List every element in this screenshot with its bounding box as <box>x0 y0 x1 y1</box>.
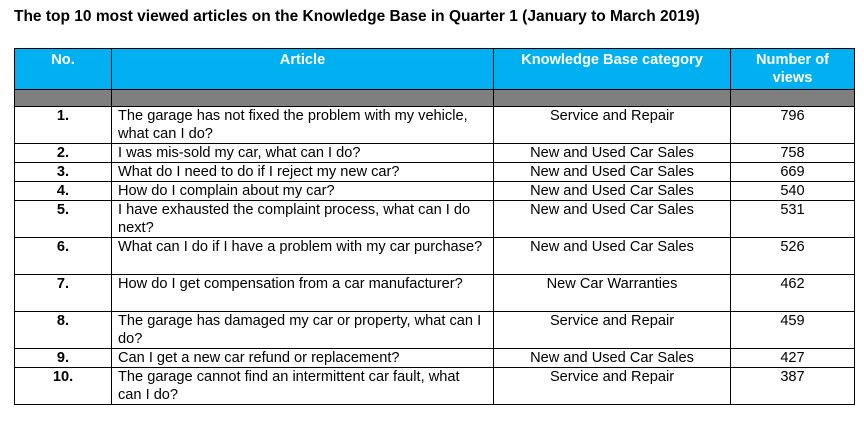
table-row <box>15 182 855 201</box>
row-views: 427 <box>731 349 855 368</box>
table-row <box>15 368 855 405</box>
header-article: Article <box>112 49 494 90</box>
header-category: Knowledge Base category <box>494 49 731 90</box>
row-views: 540 <box>731 182 855 201</box>
table-row <box>15 163 855 182</box>
row-article: What can I do if I have a problem with my car purchase? <box>112 238 494 275</box>
row-category: Service and Repair <box>494 368 731 405</box>
row-category: New and Used Car Sales <box>494 349 731 368</box>
row-number: 2. <box>15 144 112 163</box>
row-article: I have exhausted the complaint process, what can I do next? <box>112 201 494 238</box>
row-number: 3. <box>15 163 112 182</box>
divider-row <box>15 90 855 107</box>
row-number: 4. <box>15 182 112 201</box>
header-no: No. <box>15 49 112 90</box>
row-number: 10. <box>15 368 112 405</box>
row-article: The garage cannot find an intermittent car fault, what can I do? <box>112 368 494 405</box>
table-row <box>15 144 855 163</box>
row-views: 462 <box>731 275 855 312</box>
articles-table <box>14 48 855 405</box>
row-number: 6. <box>15 238 112 275</box>
table-row <box>15 349 855 368</box>
row-category: Service and Repair <box>494 312 731 349</box>
row-views: 669 <box>731 163 855 182</box>
row-category: New and Used Car Sales <box>494 163 731 182</box>
row-article: How do I get compensation from a car manufacturer? <box>112 275 494 312</box>
row-article: How do I complain about my car? <box>112 182 494 201</box>
header-views: Number of views <box>731 49 855 90</box>
row-article: The garage has not fixed the problem with my vehicle, what can I do? <box>112 107 494 144</box>
row-category: New Car Warranties <box>494 275 731 312</box>
row-number: 5. <box>15 201 112 238</box>
table-row <box>15 201 855 238</box>
row-number: 7. <box>15 275 112 312</box>
table-row <box>15 312 855 349</box>
row-article: Can I get a new car refund or replacement? <box>112 349 494 368</box>
row-views: 526 <box>731 238 855 275</box>
row-views: 387 <box>731 368 855 405</box>
row-category: New and Used Car Sales <box>494 201 731 238</box>
row-article: The garage has damaged my car or property, what can I do? <box>112 312 494 349</box>
row-number: 1. <box>15 107 112 144</box>
header-row <box>15 49 855 90</box>
row-number: 9. <box>15 349 112 368</box>
row-views: 459 <box>731 312 855 349</box>
row-category: Service and Repair <box>494 107 731 144</box>
row-views: 796 <box>731 107 855 144</box>
row-category: New and Used Car Sales <box>494 238 731 275</box>
row-article: I was mis-sold my car, what can I do? <box>112 144 494 163</box>
row-views: 758 <box>731 144 855 163</box>
table-row <box>15 238 855 275</box>
row-number: 8. <box>15 312 112 349</box>
row-category: New and Used Car Sales <box>494 144 731 163</box>
row-views: 531 <box>731 201 855 238</box>
row-category: New and Used Car Sales <box>494 182 731 201</box>
table-row <box>15 275 855 312</box>
row-article: What do I need to do if I reject my new car? <box>112 163 494 182</box>
table-row <box>15 107 855 144</box>
table-title: The top 10 most viewed articles on the Knowledge Base in Quarter 1 (January to March 2019) <box>14 8 700 25</box>
